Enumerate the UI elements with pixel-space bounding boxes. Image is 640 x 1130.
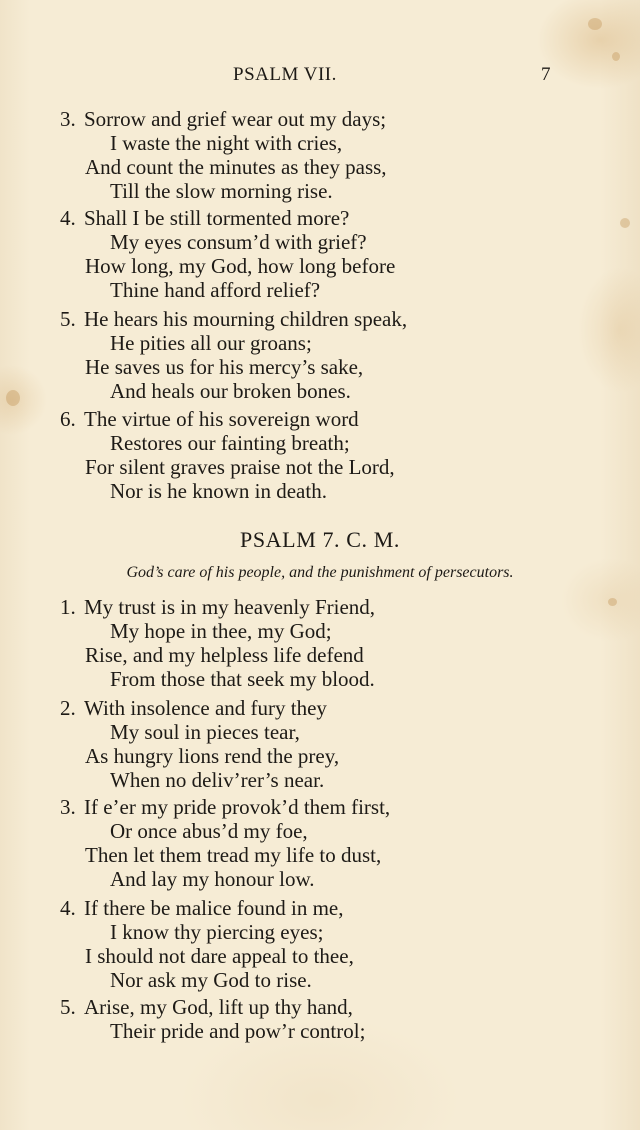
verse-line: He pities all our groans; <box>110 331 312 355</box>
psalm-title: PSALM 7. C. M. <box>240 527 400 552</box>
verse-line: 1. My trust is in my heavenly Friend, <box>60 595 376 619</box>
verse-line: I waste the night with cries, <box>110 131 343 155</box>
verse-number: 4. <box>60 206 76 230</box>
verse-line: Restores our fainting breath; <box>110 431 350 455</box>
page-header <box>0 64 640 90</box>
verse-line: 5. Arise, my God, lift up thy hand, <box>60 995 353 1019</box>
verse-line: I should not dare appeal to thee, <box>85 944 354 968</box>
verse-line: As hungry lions rend the prey, <box>85 744 340 768</box>
foxing-stain <box>620 218 630 228</box>
verse-line: Nor is he known in death. <box>110 479 327 503</box>
foxing-stain <box>588 18 602 30</box>
running-title: PSALM VII. <box>233 64 337 85</box>
foxing-stain <box>608 598 617 606</box>
verse-line: Their pride and pow’r control; <box>110 1019 366 1043</box>
verse-line: Nor ask my God to rise. <box>110 968 312 992</box>
verse-number: 3. <box>60 107 76 131</box>
verse-number: 6. <box>60 407 76 431</box>
verse-line: My hope in thee, my God; <box>110 619 332 643</box>
verse-number: 3. <box>60 795 76 819</box>
foxing-stain <box>6 390 20 406</box>
verse-number: 4. <box>60 896 76 920</box>
verse-number: 1. <box>60 595 76 619</box>
verse-line: 3. If e’er my pride provok’d them first, <box>60 795 391 819</box>
verse-line: 4. Shall I be still tormented more? <box>60 206 350 230</box>
verse-line: Thine hand afford relief? <box>110 278 321 302</box>
verse-line: 4. If there be malice found in me, <box>60 896 344 920</box>
verse-line: Then let them tread my life to dust, <box>85 843 382 867</box>
verse-line: Rise, and my helpless life defend <box>85 643 364 667</box>
verse-line: And lay my honour low. <box>110 867 315 891</box>
verse-line: 6. The virtue of his sovereign word <box>60 407 359 431</box>
verse-line: Or once abus’d my foe, <box>110 819 308 843</box>
verse-line: I know thy piercing eyes; <box>110 920 324 944</box>
verse-line: When no deliv’rer’s near. <box>110 768 325 792</box>
psalm-subtitle: God’s care of his people, and the punishment of persecutors. <box>126 564 514 581</box>
verse-line: 3. Sorrow and grief wear out my days; <box>60 107 387 131</box>
verse-line: How long, my God, how long before <box>85 254 396 278</box>
verse-line: From those that seek my blood. <box>110 667 375 691</box>
verse-line: He saves us for his mercy’s sake, <box>85 355 364 379</box>
verse-line: And heals our broken bones. <box>110 379 351 403</box>
verse-line: 5. He hears his mourning children speak, <box>60 307 408 331</box>
verse-line: And count the minutes as they pass, <box>85 155 387 179</box>
verse-line: My eyes consum’d with grief? <box>110 230 367 254</box>
verse-number: 5. <box>60 995 76 1019</box>
verse-line: 2. With insolence and fury they <box>60 696 327 720</box>
page-number: 7 <box>541 64 551 85</box>
verse-line: My soul in pieces tear, <box>110 720 300 744</box>
verse-line: For silent graves praise not the Lord, <box>85 455 395 479</box>
foxing-stain <box>612 52 620 61</box>
verse-line: Till the slow morning rise. <box>110 179 333 203</box>
verse-number: 5. <box>60 307 76 331</box>
verse-number: 2. <box>60 696 76 720</box>
